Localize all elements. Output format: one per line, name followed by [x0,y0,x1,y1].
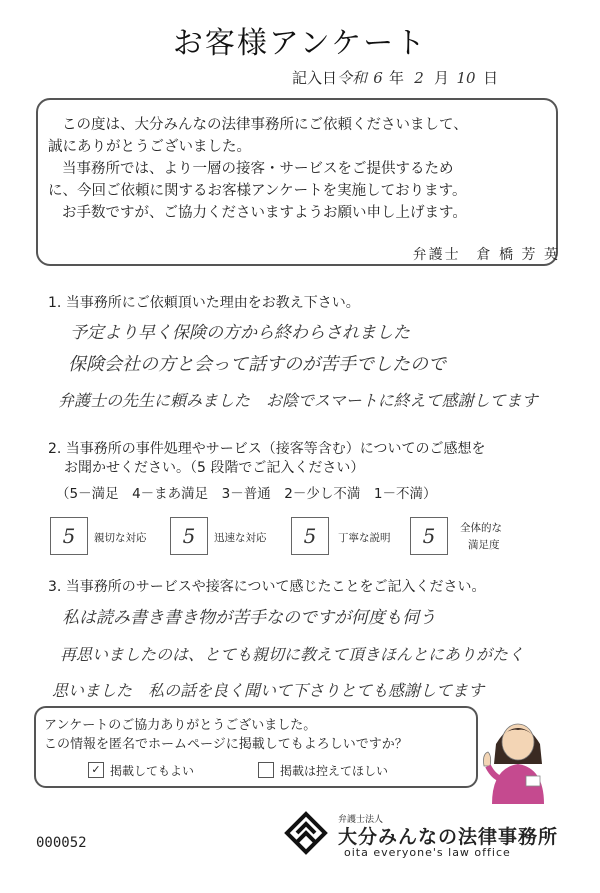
firm-english-name: oita everyone's law office [344,846,511,859]
date-line [292,67,498,88]
intro-box [36,98,558,266]
firm-name: 大分みんなの法律事務所 [338,826,559,848]
date-year: 6 [373,69,383,87]
intro-line: お手数ですが、ご協力くださいますようお願い申し上げます。 [62,205,467,221]
consent-no-label: 掲載は控えてほしい [280,764,389,778]
consent-line: この情報を匿名でホームページに掲載してもよろしいですか？ [44,737,408,752]
q2-scale: （5－満足 4－まあ満足 3－普通 2－少し不満 1－不満） [56,486,437,502]
intro-line: 誠にありがとうございました。 [48,139,251,155]
date-day-unit: 日 [483,69,499,87]
page-title: お客様アンケート [172,26,428,61]
q1-question: 1. 当事務所にご依頼頂いた理由をお教え下さい。 [48,295,360,311]
date-era: 令和 [337,69,368,87]
rating-label: 親切な対応 [94,532,147,544]
rating-box[interactable]: 5 [170,517,208,555]
date-month: 2 [414,69,424,87]
q3-answer-line: 再思いましたのは、とても親切に教えて頂きほんとにありがたく [60,645,525,664]
firm-subtitle: 弁護士法人 [338,815,384,825]
q1-answer-line: 予定より早く保険の方から終わらされました [70,323,410,343]
rating-label: 満足度 [468,539,500,551]
consent-line: アンケートのご協力ありがとうございました。 [44,718,317,733]
intro-line: 当事務所では、より一層の接客・サービスをご提供するため [62,161,454,177]
consent-no-checkbox[interactable] [258,762,274,778]
date-day: 10 [456,69,476,87]
rating-label: 迅速な対応 [214,532,267,544]
consent-yes-label: 掲載してもよい [110,764,195,778]
rating-box[interactable]: 5 [291,517,329,555]
date-year-unit: 年 [389,69,405,87]
consent-box [34,706,478,788]
q3-answer-line: 私は読み書き書き物が苦手なのですが何度も伺う [62,608,436,628]
intro-line: に、今回ご依頼に関するお客様アンケートを実施しております。 [48,183,467,199]
rating-label: 全体的な [460,522,502,534]
serial-number: 000052 [36,835,87,851]
date-label: 記入日 [292,69,338,87]
intro-line: この度は、大分みんなの法律事務所にご依頼くださいまして、 [62,117,468,133]
staff-illustration [478,700,558,804]
consent-yes-checkbox[interactable]: ✓ [88,762,104,778]
date-month-unit: 月 [434,69,450,87]
q1-answer-line: 弁護士の先生に頼みました お陰でスマートに終えて感謝してます [58,391,538,410]
firm-logo-icon [283,810,329,856]
rating-label: 丁寧な説明 [338,532,391,544]
rating-box[interactable]: 5 [50,517,88,555]
rating-box[interactable]: 5 [410,517,448,555]
q2-question: 2. 当事務所の事件処理やサービス（接客等含む）についてのご感想を [48,441,486,457]
signature: 弁護士 倉 橋 芳 英 [412,247,560,263]
q3-answer-line: 思いました 私の話を良く聞いて下さりとても感謝してます [52,681,485,700]
q2-question-cont: お聞かせください。（5 段階でご記入ください） [64,460,365,476]
q3-question: 3. 当事務所のサービスや接客について感じたことをご記入ください。 [48,579,486,595]
q1-answer-line: 保険会社の方と会って話すのが苦手でしたので [68,354,446,375]
